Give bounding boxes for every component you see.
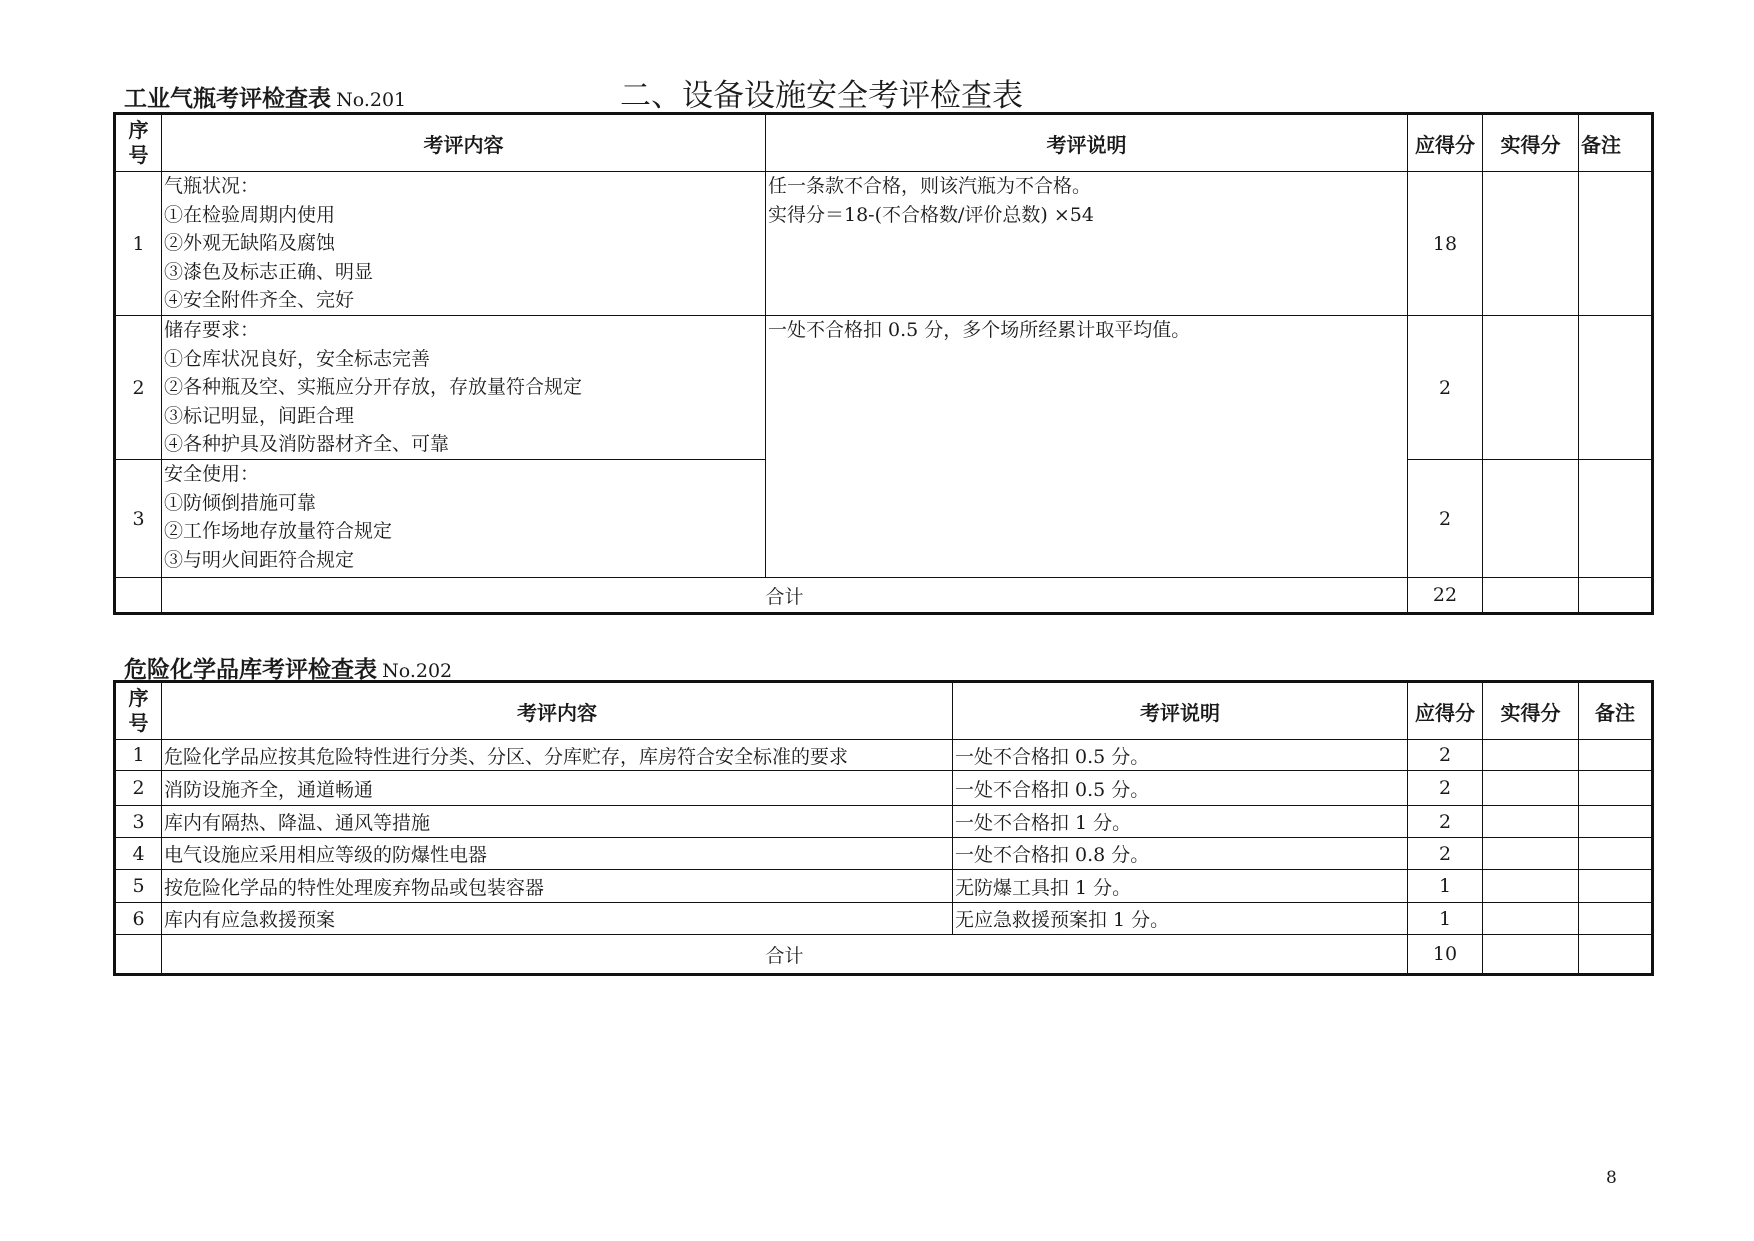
row-due: 2 <box>1408 838 1483 870</box>
row-seq: 3 <box>115 460 162 578</box>
total-due: 10 <box>1408 935 1483 975</box>
header-remark: 备注 <box>1579 114 1653 172</box>
table201 <box>113 112 1654 615</box>
row-remark[interactable] <box>1579 172 1653 316</box>
header-desc: 考评说明 <box>766 114 1408 172</box>
row-due: 2 <box>1408 771 1483 806</box>
row-desc: 无应急救援预案扣 1 分。 <box>953 903 1408 935</box>
row-remark[interactable] <box>1579 870 1653 903</box>
row-remark[interactable] <box>1579 460 1653 578</box>
row-content: 库内有应急救援预案 <box>162 903 953 935</box>
row-actual[interactable] <box>1483 870 1579 903</box>
row-desc: 一处不合格扣 0.5 分。 <box>953 771 1408 806</box>
row-desc: 一处不合格扣 0.5 分。 <box>953 740 1408 771</box>
row-seq: 3 <box>115 806 162 838</box>
total-due: 22 <box>1408 578 1483 614</box>
row-actual[interactable] <box>1483 460 1579 578</box>
header-actual: 实得分 <box>1483 114 1579 172</box>
header-remark: 备注 <box>1579 682 1653 740</box>
row-due: 2 <box>1408 460 1483 578</box>
table-row <box>115 316 1653 460</box>
table-row <box>115 903 1653 935</box>
header-seq: 序 号 <box>115 682 162 740</box>
header-due: 应得分 <box>1408 682 1483 740</box>
table-row <box>115 838 1653 870</box>
row-content: 气瓶状况： ①在检验周期内使用 ②外观无缺陷及腐蚀 ③漆色及标志正确、明显 ④安全附件齐全、完好 <box>162 172 766 316</box>
row-desc: 任一条款不合格，则该汽瓶为不合格。 实得分＝18-(不合格数/评价总数) ×54 <box>766 172 1408 316</box>
row-actual[interactable] <box>1483 172 1579 316</box>
row-desc: 无防爆工具扣 1 分。 <box>953 870 1408 903</box>
row-remark[interactable] <box>1579 316 1653 460</box>
row-remark[interactable] <box>1579 806 1653 838</box>
total-seq <box>115 935 162 975</box>
table-row <box>115 771 1653 806</box>
row-seq: 2 <box>115 771 162 806</box>
header-seq: 序 号 <box>115 114 162 172</box>
row-due: 2 <box>1408 316 1483 460</box>
header-due: 应得分 <box>1408 114 1483 172</box>
row-seq: 6 <box>115 903 162 935</box>
table201-total-row <box>115 578 1653 614</box>
table201-heading <box>124 80 406 113</box>
row-content: 电气设施应采用相应等级的防爆性电器 <box>162 838 953 870</box>
row-remark[interactable] <box>1579 771 1653 806</box>
table201-header-row <box>115 114 1653 172</box>
row-seq: 4 <box>115 838 162 870</box>
table202-title: 危险化学品库考评检查表 <box>124 657 377 683</box>
row-actual[interactable] <box>1483 771 1579 806</box>
row-due: 2 <box>1408 806 1483 838</box>
row-actual[interactable] <box>1483 838 1579 870</box>
row-due: 1 <box>1408 870 1483 903</box>
table-row <box>115 806 1653 838</box>
table202-code: No.202 <box>382 660 453 682</box>
row-actual[interactable] <box>1483 903 1579 935</box>
row-remark[interactable] <box>1579 740 1653 771</box>
row-seq: 1 <box>115 740 162 771</box>
total-label: 合计 <box>162 935 1408 975</box>
table202-total-row <box>115 935 1653 975</box>
row-actual[interactable] <box>1483 740 1579 771</box>
total-actual[interactable] <box>1483 935 1579 975</box>
row-actual[interactable] <box>1483 316 1579 460</box>
total-seq <box>115 578 162 614</box>
total-remark[interactable] <box>1579 578 1653 614</box>
table201-title: 工业气瓶考评检查表 <box>124 86 331 112</box>
total-actual[interactable] <box>1483 578 1579 614</box>
row-remark[interactable] <box>1579 903 1653 935</box>
row-desc: 一处不合格扣 0.5 分，多个场所经累计取平均值。 <box>766 316 1408 578</box>
row-content: 库内有隔热、降温、通风等措施 <box>162 806 953 838</box>
row-actual[interactable] <box>1483 806 1579 838</box>
table-row <box>115 172 1653 316</box>
row-content: 储存要求： ①仓库状况良好，安全标志完善 ②各种瓶及空、实瓶应分开存放，存放量符合规定 ③标记明显，间距合理 ④各种护具及消防器材齐全、可靠 <box>162 316 766 460</box>
row-seq: 1 <box>115 172 162 316</box>
row-desc: 一处不合格扣 1 分。 <box>953 806 1408 838</box>
table202 <box>113 680 1654 976</box>
row-due: 18 <box>1408 172 1483 316</box>
total-label: 合计 <box>162 578 1408 614</box>
row-content: 危险化学品应按其危险特性进行分类、分区、分库贮存，库房符合安全标准的要求 <box>162 740 953 771</box>
row-content: 安全使用： ①防倾倒措施可靠 ②工作场地存放量符合规定 ③与明火间距符合规定 <box>162 460 766 578</box>
table-row <box>115 740 1653 771</box>
row-desc: 一处不合格扣 0.8 分。 <box>953 838 1408 870</box>
row-seq: 2 <box>115 316 162 460</box>
row-due: 2 <box>1408 740 1483 771</box>
table201-code: No.201 <box>336 89 407 111</box>
row-seq: 5 <box>115 870 162 903</box>
page-title: 二、设备设施安全考评检查表 <box>620 78 1023 114</box>
header-content: 考评内容 <box>162 114 766 172</box>
table202-header-row <box>115 682 1653 740</box>
total-remark[interactable] <box>1579 935 1653 975</box>
table-row <box>115 870 1653 903</box>
row-remark[interactable] <box>1579 838 1653 870</box>
row-due: 1 <box>1408 903 1483 935</box>
header-actual: 实得分 <box>1483 682 1579 740</box>
row-content: 按危险化学品的特性处理废弃物品或包装容器 <box>162 870 953 903</box>
header-desc: 考评说明 <box>953 682 1408 740</box>
page-number: 8 <box>1606 1168 1617 1188</box>
header-content: 考评内容 <box>162 682 953 740</box>
row-content: 消防设施齐全，通道畅通 <box>162 771 953 806</box>
